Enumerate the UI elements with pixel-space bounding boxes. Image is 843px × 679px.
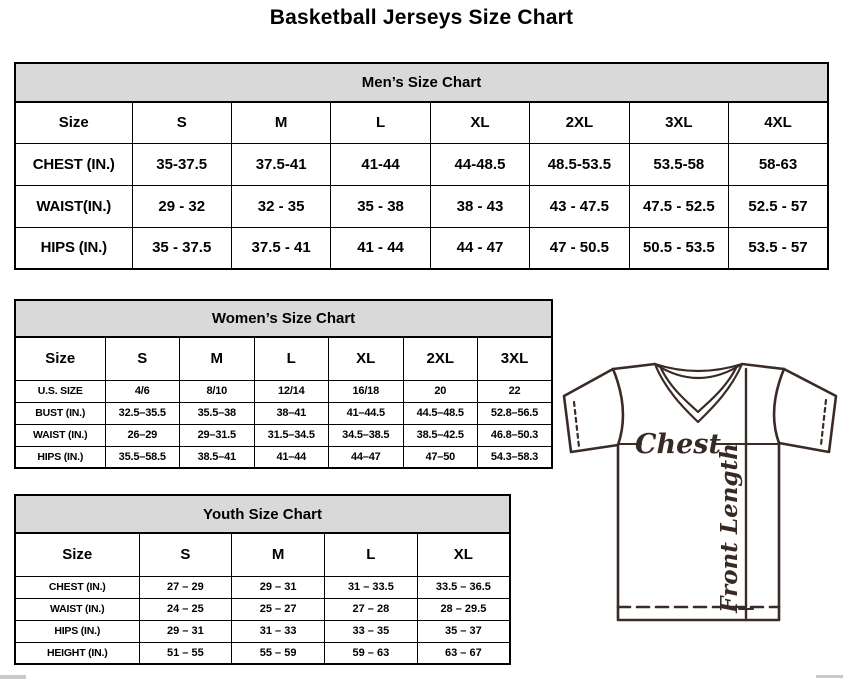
size-value-cell: 52.5 - 57: [729, 185, 828, 227]
mens-size-chart: [14, 62, 829, 270]
row-label: BUST (IN.): [15, 402, 105, 424]
table-row: [15, 143, 828, 185]
womens-size-chart: [14, 299, 553, 469]
column-header: L: [254, 337, 329, 380]
size-value-cell: 41-44: [331, 143, 430, 185]
size-value-cell: 8/10: [180, 380, 255, 402]
table-row: [15, 598, 510, 620]
column-header: XL: [329, 337, 404, 380]
size-value-cell: 29 – 31: [232, 576, 325, 598]
size-value-cell: 54.3–58.3: [478, 446, 553, 468]
row-label: HIPS (IN.): [15, 446, 105, 468]
size-value-cell: 43 - 47.5: [530, 185, 629, 227]
row-label: WAIST(IN.): [15, 185, 132, 227]
youth-size-table: [14, 532, 511, 665]
size-value-cell: 50.5 - 53.5: [629, 227, 728, 269]
size-value-cell: 38–41: [254, 402, 329, 424]
size-value-cell: 35 - 37.5: [132, 227, 231, 269]
jersey-right-armhole: [774, 369, 784, 443]
jersey-vneck-outer: [655, 364, 742, 422]
column-header: XL: [430, 102, 529, 143]
chest-label: Chest: [635, 429, 721, 460]
size-value-cell: 28 – 29.5: [417, 598, 510, 620]
womens-size-table: [14, 336, 553, 469]
size-value-cell: 32 - 35: [231, 185, 330, 227]
row-label: WAIST (IN.): [15, 598, 139, 620]
size-value-cell: 47 - 50.5: [530, 227, 629, 269]
row-label: HIPS (IN.): [15, 620, 139, 642]
size-value-cell: 25 – 27: [232, 598, 325, 620]
womens-chart-title: Women’s Size Chart: [14, 299, 553, 338]
column-header: L: [331, 102, 430, 143]
column-header: L: [325, 533, 418, 576]
jersey-left-armhole: [613, 369, 623, 445]
column-header: 3XL: [629, 102, 728, 143]
size-value-cell: 41–44.5: [329, 402, 404, 424]
size-value-cell: 29–31.5: [180, 424, 255, 446]
table-row: [15, 620, 510, 642]
youth-chart-title: Youth Size Chart: [14, 494, 511, 534]
column-header: M: [232, 533, 325, 576]
size-value-cell: 47–50: [403, 446, 478, 468]
jersey-left-cuff-dash: [574, 402, 579, 447]
size-value-cell: 58-63: [729, 143, 828, 185]
size-value-cell: 63 – 67: [417, 642, 510, 664]
row-label: WAIST (IN.): [15, 424, 105, 446]
size-value-cell: 16/18: [329, 380, 404, 402]
size-value-cell: 41–44: [254, 446, 329, 468]
size-value-cell: 26–29: [105, 424, 180, 446]
size-value-cell: 44.5–48.5: [403, 402, 478, 424]
row-label: U.S. SIZE: [15, 380, 105, 402]
size-value-cell: 35-37.5: [132, 143, 231, 185]
size-value-cell: 38 - 43: [430, 185, 529, 227]
size-value-cell: 37.5 - 41: [231, 227, 330, 269]
size-value-cell: 46.8–50.3: [478, 424, 553, 446]
table-row: [15, 642, 510, 664]
row-label: HIPS (IN.): [15, 227, 132, 269]
size-value-cell: 47.5 - 52.5: [629, 185, 728, 227]
page-title: Basketball Jerseys Size Chart: [269, 6, 574, 29]
column-header: S: [139, 533, 232, 576]
table-row: [15, 380, 552, 402]
jersey-diagram: [556, 356, 843, 632]
column-header: M: [231, 102, 330, 143]
size-value-cell: 41 - 44: [331, 227, 430, 269]
size-value-cell: 31 – 33.5: [325, 576, 418, 598]
size-value-cell: 24 – 25: [139, 598, 232, 620]
column-header: 3XL: [478, 337, 553, 380]
size-value-cell: 33.5 – 36.5: [417, 576, 510, 598]
size-value-cell: 44 - 47: [430, 227, 529, 269]
column-header: S: [132, 102, 231, 143]
size-value-cell: 29 - 32: [132, 185, 231, 227]
mens-chart-title: Men’s Size Chart: [14, 62, 829, 103]
size-column-header: Size: [15, 533, 139, 576]
table-row: [15, 576, 510, 598]
cutoff-edge-fragment-right: [816, 675, 843, 678]
size-value-cell: 44-48.5: [430, 143, 529, 185]
row-label: CHEST (IN.): [15, 143, 132, 185]
size-value-cell: 35.5–38: [180, 402, 255, 424]
column-header: 4XL: [729, 102, 828, 143]
mens-size-table: [14, 101, 829, 270]
size-column-header: Size: [15, 337, 105, 380]
table-row: [15, 227, 828, 269]
table-row: [15, 185, 828, 227]
size-value-cell: 33 – 35: [325, 620, 418, 642]
size-value-cell: 4/6: [105, 380, 180, 402]
table-row: [15, 402, 552, 424]
table-row: [15, 424, 552, 446]
size-value-cell: 48.5-53.5: [530, 143, 629, 185]
size-value-cell: 22: [478, 380, 553, 402]
size-value-cell: 32.5–35.5: [105, 402, 180, 424]
size-value-cell: 38.5–41: [180, 446, 255, 468]
column-header: S: [105, 337, 180, 380]
size-value-cell: 35 – 37: [417, 620, 510, 642]
size-value-cell: 29 – 31: [139, 620, 232, 642]
row-label: HEIGHT (IN.): [15, 642, 139, 664]
header-row: [15, 533, 510, 576]
jersey-right-cuff-dash: [821, 400, 826, 445]
table-row: [15, 446, 552, 468]
size-column-header: Size: [15, 102, 132, 143]
column-header: 2XL: [530, 102, 629, 143]
column-header: 2XL: [403, 337, 478, 380]
cutoff-edge-fragment-left: [0, 675, 26, 679]
size-value-cell: 44–47: [329, 446, 404, 468]
size-value-cell: 31.5–34.5: [254, 424, 329, 446]
size-value-cell: 20: [403, 380, 478, 402]
row-label: CHEST (IN.): [15, 576, 139, 598]
size-value-cell: 37.5-41: [231, 143, 330, 185]
column-header: XL: [417, 533, 510, 576]
header-row: [15, 337, 552, 380]
size-value-cell: 35 - 38: [331, 185, 430, 227]
size-value-cell: 38.5–42.5: [403, 424, 478, 446]
header-row: [15, 102, 828, 143]
size-value-cell: 52.8–56.5: [478, 402, 553, 424]
size-value-cell: 55 – 59: [232, 642, 325, 664]
front-length-label: Front Length: [716, 443, 743, 613]
size-value-cell: 31 – 33: [232, 620, 325, 642]
size-value-cell: 51 – 55: [139, 642, 232, 664]
size-value-cell: 53.5 - 57: [729, 227, 828, 269]
column-header: M: [180, 337, 255, 380]
size-value-cell: 59 – 63: [325, 642, 418, 664]
size-value-cell: 53.5-58: [629, 143, 728, 185]
size-value-cell: 34.5–38.5: [329, 424, 404, 446]
youth-size-chart: [14, 494, 511, 665]
size-value-cell: 35.5–58.5: [105, 446, 180, 468]
size-value-cell: 27 – 29: [139, 576, 232, 598]
size-value-cell: 27 – 28: [325, 598, 418, 620]
size-value-cell: 12/14: [254, 380, 329, 402]
jersey-body: [618, 443, 779, 620]
